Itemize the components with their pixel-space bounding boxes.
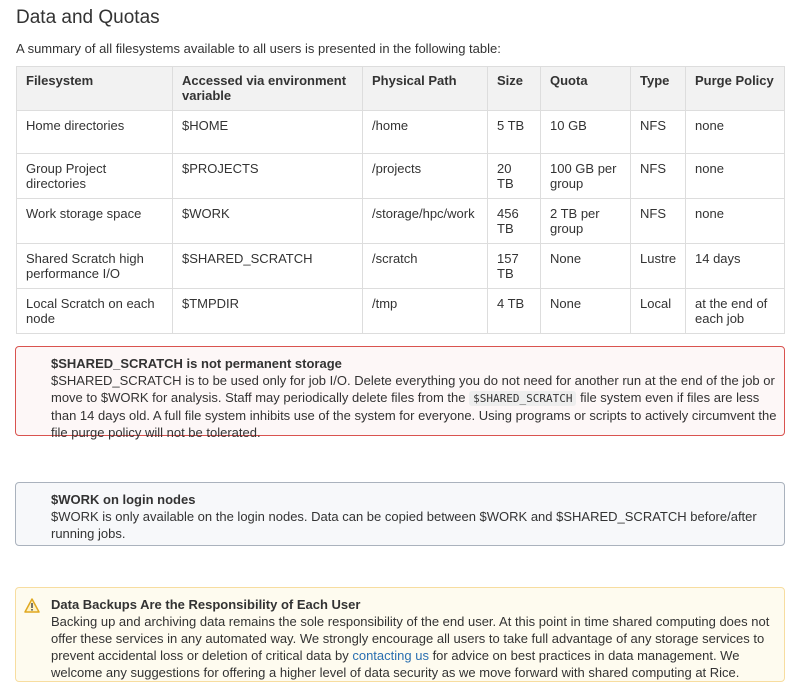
table-cell: Group Project directories — [17, 154, 173, 199]
alert-text: $WORK is only available on the login nodes. Data can be copied between $WORK and $SHARED_SCRATCH before/after running jobs. — [51, 509, 757, 541]
table-cell: 2 TB per group — [541, 199, 631, 244]
page-title: Data and Quotas — [16, 7, 160, 28]
table-cell: /scratch — [363, 244, 488, 289]
alert-title: Data Backups Are the Responsibility of Each User — [51, 597, 361, 612]
table-cell: $WORK — [173, 199, 363, 244]
table-cell: 10 GB — [541, 111, 631, 154]
filesystems-table — [16, 66, 785, 334]
table-cell: 20 TB — [488, 154, 541, 199]
table-cell: Work storage space — [17, 199, 173, 244]
table-cell: 100 GB per group — [541, 154, 631, 199]
column-header: Size — [488, 67, 541, 111]
intro-text: A summary of all filesystems available to all users is presented in the following table: — [16, 41, 501, 56]
table-cell: NFS — [631, 199, 686, 244]
alert-title: $WORK on login nodes — [51, 492, 196, 507]
column-header: Physical Path — [363, 67, 488, 111]
code-snippet: $SHARED_SCRATCH — [469, 391, 576, 406]
table-cell: /storage/hpc/work — [363, 199, 488, 244]
table-cell: $HOME — [173, 111, 363, 154]
table-cell: Local Scratch on each node — [17, 289, 173, 334]
column-header: Accessed via environment variable — [173, 67, 363, 111]
table-cell: none — [686, 111, 785, 154]
table-cell: Lustre — [631, 244, 686, 289]
table-cell: none — [686, 199, 785, 244]
table-cell: $TMPDIR — [173, 289, 363, 334]
table-cell: Home directories — [17, 111, 173, 154]
alert-text: $SHARED_SCRATCH is to be used only for job I/O. Delete everything you do not need for another run at the end of the job or move to $WORK for analysis. Staff may periodically delete files from the — [51, 373, 775, 405]
alert-text-cont: for advice on best practices in data management. We welcome any suggestions for offering a higher level of data security as we move forward with shared computing at Rice. — [51, 648, 740, 680]
column-header: Type — [631, 67, 686, 111]
table-cell: NFS — [631, 111, 686, 154]
table-cell: /tmp — [363, 289, 488, 334]
warning-icon — [24, 598, 40, 617]
table-cell: 456 TB — [488, 199, 541, 244]
table-row — [17, 111, 785, 154]
table-row — [17, 154, 785, 199]
table-header-row — [17, 67, 785, 111]
table-cell: 14 days — [686, 244, 785, 289]
table-cell: None — [541, 244, 631, 289]
scratch-warning-alert — [15, 346, 785, 440]
work-info-alert — [15, 482, 785, 546]
column-header: Quota — [541, 67, 631, 111]
table-cell: none — [686, 154, 785, 199]
backup-warning-alert — [15, 587, 785, 682]
alert-text: Backing up and archiving data remains the sole responsibility of the end user. At this point in time shared computing does not offer these services in any automated way. We strongly encourage all users to take full advantage of any storage services to prevent accidental loss or deletion of critical data by — [51, 614, 770, 663]
table-cell: NFS — [631, 154, 686, 199]
table-cell: 157 TB — [488, 244, 541, 289]
table-cell: at the end of each job — [686, 289, 785, 334]
column-header: Purge Policy — [686, 67, 785, 111]
table-cell: /projects — [363, 154, 488, 199]
table-cell: /home — [363, 111, 488, 154]
table-cell: 5 TB — [488, 111, 541, 154]
contact-us-link[interactable]: contacting us — [352, 648, 429, 663]
table-row — [17, 199, 785, 244]
table-cell: Shared Scratch high performance I/O — [17, 244, 173, 289]
table-cell: Local — [631, 289, 686, 334]
table-cell: $PROJECTS — [173, 154, 363, 199]
table-row — [17, 244, 785, 289]
alert-text-cont: file system even if files are less than 14 days old. A full file system inhibits use of the system for everyone. Using programs or scripts to actively circumvent the file purge policy will not be tolerated. — [51, 390, 777, 440]
column-header: Filesystem — [17, 67, 173, 111]
table-cell: $SHARED_SCRATCH — [173, 244, 363, 289]
table-row — [17, 289, 785, 334]
table-cell: 4 TB — [488, 289, 541, 334]
table-cell: None — [541, 289, 631, 334]
alert-title: $SHARED_SCRATCH is not permanent storage — [51, 356, 342, 371]
